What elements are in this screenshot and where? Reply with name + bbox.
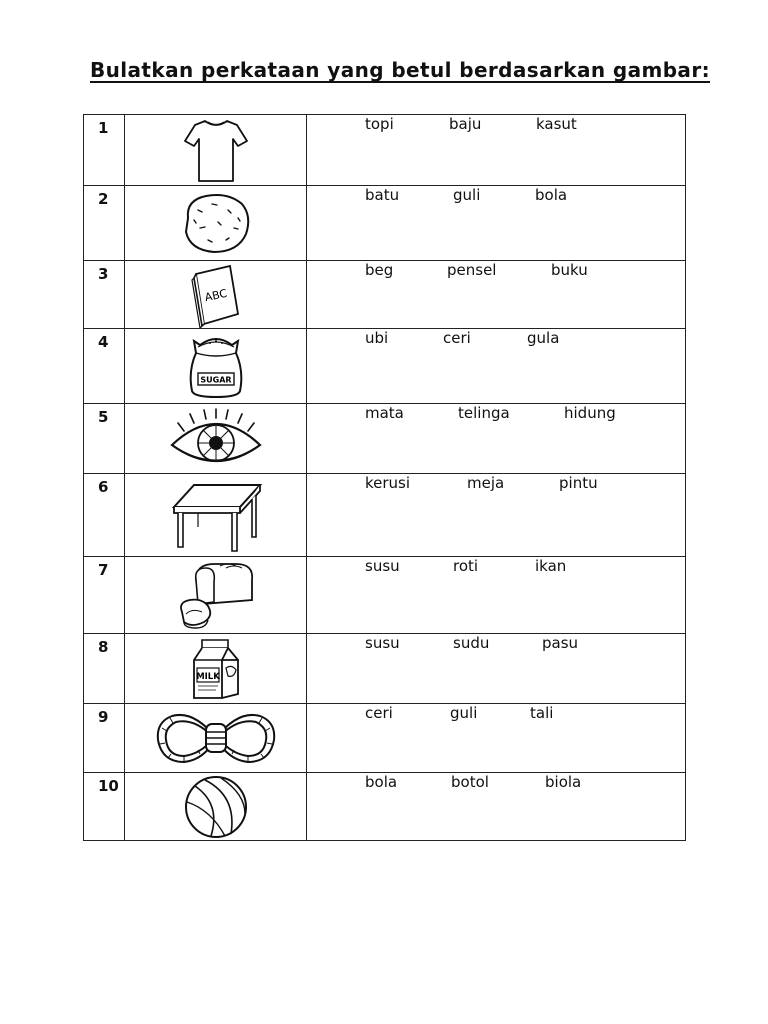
table-row — [84, 404, 686, 474]
row-number: 8 — [98, 638, 109, 656]
word-option[interactable]: buku — [551, 261, 588, 279]
tshirt-icon — [181, 115, 251, 185]
word-option[interactable]: bola — [365, 773, 398, 791]
word-option[interactable]: ikan — [535, 557, 567, 575]
row-number: 5 — [98, 408, 109, 426]
word-option[interactable]: batu — [365, 186, 400, 204]
word-option[interactable]: telinga — [458, 404, 510, 422]
row-number: 3 — [98, 265, 109, 283]
carton-label: MILK — [195, 671, 220, 682]
word-option[interactable]: meja — [467, 474, 505, 492]
word-option[interactable]: susu — [365, 557, 400, 575]
row-number: 4 — [98, 333, 109, 351]
milk-carton-icon — [188, 636, 244, 702]
word-option[interactable]: guli — [453, 186, 481, 204]
word-option[interactable]: kasut — [536, 115, 577, 133]
rope-icon — [154, 706, 278, 770]
word-option[interactable]: hidung — [564, 404, 616, 422]
row-number: 6 — [98, 478, 109, 496]
eye-icon — [166, 407, 266, 471]
book-cover-label: ABC — [203, 286, 228, 304]
word-option[interactable]: guli — [450, 704, 478, 722]
table-row — [84, 704, 686, 773]
book-icon — [186, 262, 246, 328]
word-option[interactable]: baju — [449, 115, 482, 133]
row-number: 7 — [98, 561, 109, 579]
word-option[interactable]: gula — [527, 329, 560, 347]
word-option[interactable]: pasu — [542, 634, 579, 652]
row-number: 1 — [98, 119, 109, 137]
table-icon — [168, 477, 264, 553]
table-row — [84, 474, 686, 557]
word-option[interactable]: beg — [365, 261, 394, 279]
table-row — [84, 115, 686, 186]
word-option[interactable]: mata — [365, 404, 404, 422]
table-row — [84, 557, 686, 634]
table-row — [84, 634, 686, 704]
table-row — [84, 261, 686, 329]
table-row — [84, 186, 686, 261]
ball-icon — [181, 774, 251, 840]
bread-icon — [174, 558, 258, 632]
word-option[interactable]: botol — [451, 773, 489, 791]
row-number: 9 — [98, 708, 109, 726]
word-option[interactable]: biola — [545, 773, 582, 791]
worksheet-title: Bulatkan perkataan yang betul berdasarkan gambar: — [90, 58, 710, 82]
word-option[interactable]: pintu — [559, 474, 598, 492]
word-option[interactable]: sudu — [453, 634, 490, 652]
row-number: 10 — [98, 777, 119, 795]
row-number: 2 — [98, 190, 109, 208]
word-option[interactable]: tali — [530, 704, 554, 722]
word-option[interactable]: kerusi — [365, 474, 411, 492]
stone-icon — [178, 188, 254, 258]
word-option[interactable]: susu — [365, 634, 400, 652]
word-option[interactable]: ceri — [365, 704, 393, 722]
sack-label: SUGAR — [199, 375, 232, 385]
table-row — [84, 773, 686, 841]
sugar-sack-icon — [184, 331, 248, 401]
word-option[interactable]: topi — [365, 115, 394, 133]
word-option[interactable]: roti — [453, 557, 479, 575]
word-option[interactable]: ceri — [443, 329, 471, 347]
table-row — [84, 329, 686, 404]
worksheet-table — [83, 114, 686, 841]
word-option[interactable]: ubi — [365, 329, 389, 347]
word-option[interactable]: pensel — [447, 261, 497, 279]
word-option[interactable]: bola — [535, 186, 568, 204]
